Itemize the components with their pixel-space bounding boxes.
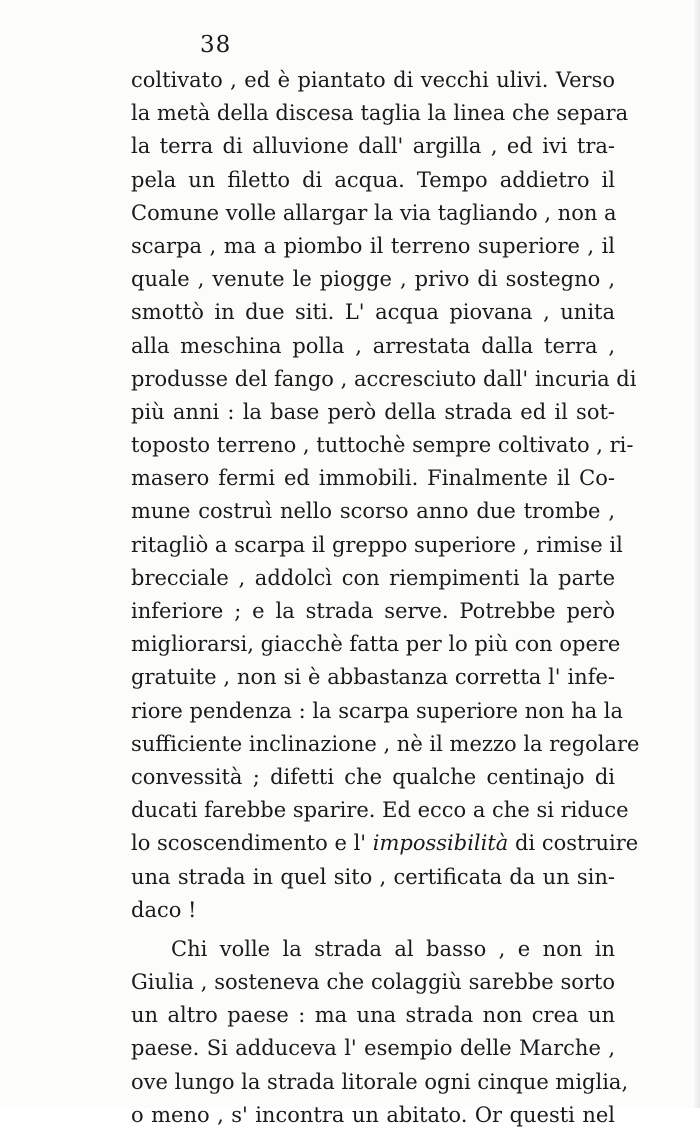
text-line: Comune volle allargar la via tagliando , non a [131,200,617,225]
text-line: produsse del fango , accresciuto dall' incuria di [131,366,637,391]
italic-word: impossibilità [372,831,509,856]
text-run: di costruire [508,831,639,856]
text-line: paese. Si adduceva l' esempio delle Marche , [131,1036,615,1061]
text-line: Giulia , sosteneva che colaggiù sarebbe sorto [131,970,615,995]
text-line: o meno , s' incontra un abitato. Or questi nel [131,1102,615,1127]
text-line: gratuite , non si è abbastanza corretta l' infe- [131,665,615,690]
text-line: sufficiente inclinazione , nè il mezzo la regolare [131,731,640,756]
text-run: lo scoscendimento e l' [131,831,373,856]
paragraph-1 [131,64,640,927]
text-line: ritagliò a scarpa il greppo superiore , rimise il [131,532,623,557]
text-line: quale , venute le piogge , privo di sostegno , [131,267,615,292]
text-line: riore pendenza : la scarpa superiore non ha la [131,698,624,723]
text-line: una strada in quel sito , certificata da un sin- [131,864,615,889]
text-line: masero fermi ed immobili. Finalmente il Co- [131,466,615,491]
text-line: ove lungo la strada litorale ogni cinque miglia, [131,1069,629,1094]
text-line: più anni : la base però della strada ed il sot- [131,399,615,424]
text-line: la metà della discesa taglia la linea che separa [131,101,629,126]
text-line: inferiore ; e la strada serve. Potrebbe però [131,599,615,623]
text-line: la terra di alluvione dall' argilla , ed ivi tra- [131,134,615,159]
text-line: daco ! [131,897,197,922]
page-number: 38 [200,32,232,58]
text-line: alla meschina polla , arrestata dalla terra , [131,333,615,358]
text-line: migliorarsi, giacchè fatta per lo più con opere [131,632,621,657]
text-line: pela un filetto di acqua. Tempo addietro il [131,167,615,192]
text-line-with-italic [131,827,639,860]
text-line: convessità ; difetti che qualche centinajo di [131,764,615,789]
text-line: ducati farebbe sparire. Ed ecco a che si riduce [131,798,629,823]
text-line: toposto terreno , tuttochè sempre coltivato , ri- [131,433,634,458]
text-line: mune costruì nello scorso anno due trombe , [131,499,615,524]
paragraph-2 [131,933,629,1132]
text-line: smottò in due siti. L' acqua piovana , unita [131,300,615,325]
body-text [131,64,640,1132]
page-edge-shadow [692,0,700,1108]
text-line: coltivato , ed è piantato di vecchi ulivi. Verso [131,68,615,92]
text-line: un altro paese : ma una strada non crea un [131,1003,615,1028]
text-line: Chi volle la strada al basso , e non in [171,936,615,961]
text-line: brecciale , addolcì con riempimenti la parte [131,565,615,590]
text-line: scarpa , ma a piombo il terreno superiore , il [131,233,615,258]
